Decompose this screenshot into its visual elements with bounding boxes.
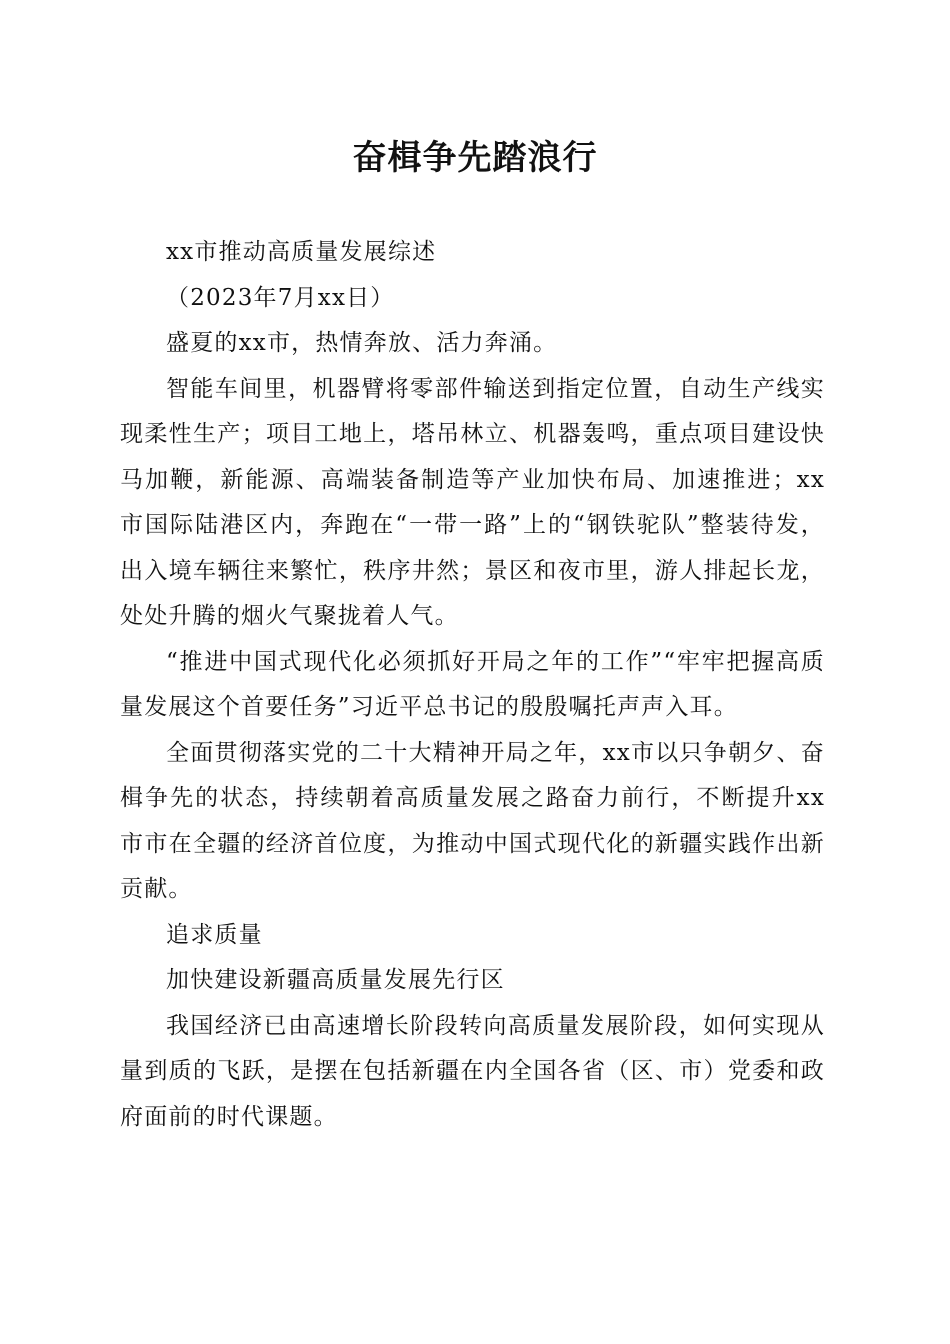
document-body xyxy=(120,230,825,1140)
paragraph-quote: “推进中国式现代化必须抓好开局之年的工作”“牢牢把握高质量发展这个首要任务”习近平总书记的殷殷嘱托声声入耳。 xyxy=(120,648,825,720)
paragraph-section-body: 我国经济已由高速增长阶段转向高质量发展阶段，如何实现从量到质的飞跃，是摆在包括新疆在内全国各省（区、市）党委和政府面前的时代课题。 xyxy=(120,1012,825,1130)
section-subheading: 加快建设新疆高质量发展先行区 xyxy=(166,967,505,993)
document-title: 奋楫争先踏浪行 xyxy=(352,138,598,178)
section-heading: 追求质量 xyxy=(166,921,263,948)
paragraph-context: 全面贯彻落实党的二十大精神开局之年，xx市以只争朝夕、奋楫争先的状态，持续朝着高质量发展之路奋力前行，不断提升xx市市在全疆的经济首位度，为推动中国式现代化的新疆实践作出新贡献。 xyxy=(120,739,825,902)
paragraph-intro: 盛夏的xx市，热情奔放、活力奔涌。 xyxy=(166,330,558,356)
paragraph-scene: 智能车间里，机器臂将零部件输送到指定位置，自动生产线实现柔性生产；项目工地上，塔吊林立、机器轰鸣，重点项目建设快马加鞭，新能源、高端装备制造等产业加快布局、加速推进；xx市国际陆港区内，奔跑在“一带一路”上的“钢铁驼队”整装待发，出入境车辆往来繁忙，秩序井然；景区和夜市里，游人排起长龙，处处升腾的烟火气聚拢着人气。 xyxy=(120,375,825,629)
paragraph-subtitle: xx市推动高质量发展综述 xyxy=(166,239,437,265)
paragraph-date: （2023年7月xx日） xyxy=(166,284,395,311)
